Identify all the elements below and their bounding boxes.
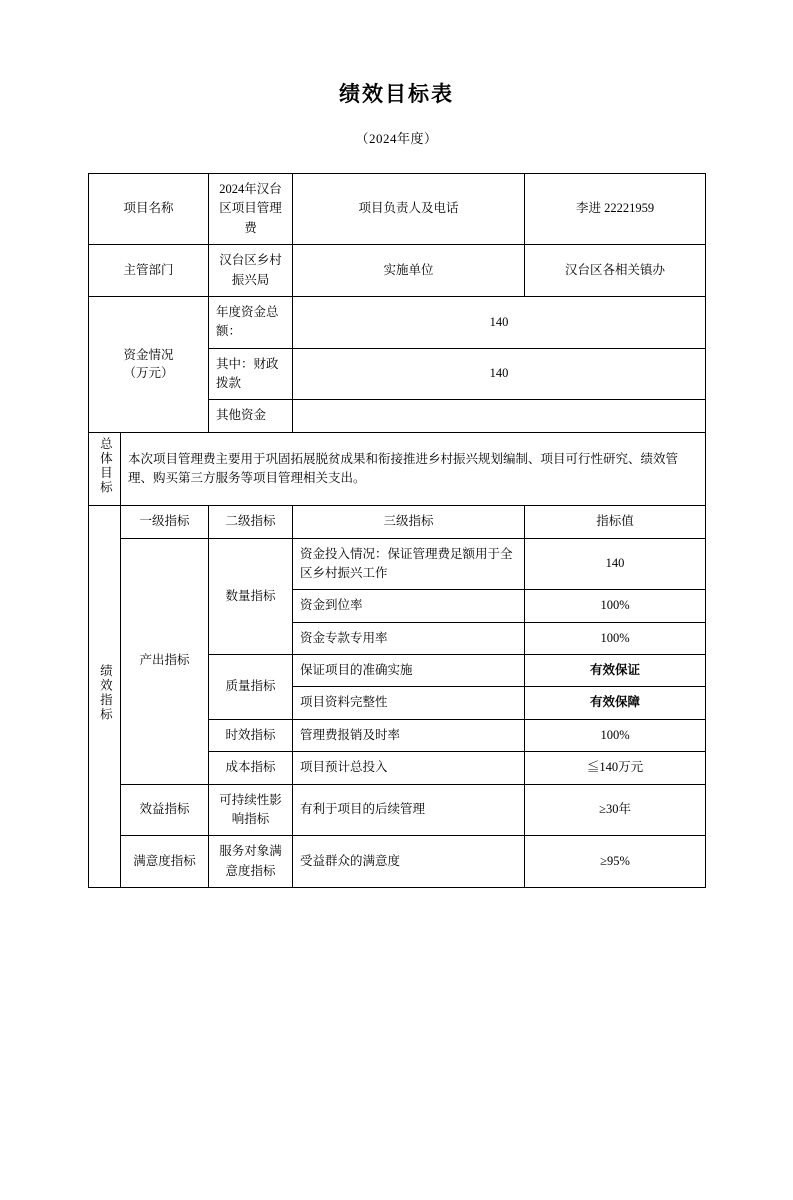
indicator-value: 140 bbox=[525, 538, 706, 590]
header-level2: 二级指标 bbox=[209, 506, 293, 538]
indicator-value: 100% bbox=[525, 590, 706, 622]
level3-text: 资金到位率 bbox=[293, 590, 525, 622]
level3-text: 资金专款专用率 bbox=[293, 622, 525, 654]
level3-text: 保证项目的准确实施 bbox=[293, 655, 525, 687]
level1-satisfaction: 满意度指标 bbox=[121, 836, 209, 888]
level2-sustainability: 可持续性影响指标 bbox=[209, 784, 293, 836]
project-name-label: 项目名称 bbox=[89, 174, 209, 245]
funds-row-value: 140 bbox=[293, 348, 706, 400]
level3-text: 项目资料完整性 bbox=[293, 687, 525, 719]
funds-label-line2: （万元） bbox=[123, 366, 174, 381]
table-row bbox=[89, 784, 706, 836]
department-value: 汉台区乡村振兴局 bbox=[209, 245, 293, 297]
implement-value: 汉台区各相关镇办 bbox=[525, 245, 706, 297]
level3-text: 项目预计总投入 bbox=[293, 752, 525, 784]
level2-service-satisfaction: 服务对象满意度指标 bbox=[209, 836, 293, 888]
project-name-value: 2024年汉台区项目管理费 bbox=[209, 174, 293, 245]
owner-value: 李进 22221959 bbox=[525, 174, 706, 245]
table-row bbox=[89, 296, 706, 348]
level2-cost: 成本指标 bbox=[209, 752, 293, 784]
level1-benefit: 效益指标 bbox=[121, 784, 209, 836]
performance-target-table bbox=[88, 173, 706, 888]
level3-text: 受益群众的满意度 bbox=[293, 836, 525, 888]
funds-row-label: 其他资金 bbox=[209, 400, 293, 432]
table-row bbox=[89, 432, 706, 505]
level3-text: 管理费报销及时率 bbox=[293, 719, 525, 751]
table-row bbox=[89, 538, 706, 590]
header-value: 指标值 bbox=[525, 506, 706, 538]
level2-quality: 质量指标 bbox=[209, 655, 293, 720]
level2-quantity: 数量指标 bbox=[209, 538, 293, 655]
overall-goal-text: 本次项目管理费主要用于巩固拓展脱贫成果和衔接推进乡村振兴规划编制、项目可行性研究、绩效管理、购买第三方服务等项目管理相关支出。 bbox=[121, 432, 706, 505]
implement-label: 实施单位 bbox=[293, 245, 525, 297]
table-row bbox=[89, 245, 706, 297]
table-row bbox=[89, 506, 706, 538]
indicator-value: 100% bbox=[525, 622, 706, 654]
indicator-value: 100% bbox=[525, 719, 706, 751]
level3-text: 资金投入情况：保证管理费足额用于全区乡村振兴工作 bbox=[293, 538, 525, 590]
funds-label-line1: 资金情况 bbox=[123, 347, 174, 362]
level1-output: 产出指标 bbox=[121, 538, 209, 784]
table-row bbox=[89, 174, 706, 245]
department-label: 主管部门 bbox=[89, 245, 209, 297]
table-row bbox=[89, 836, 706, 888]
owner-label: 项目负责人及电话 bbox=[293, 174, 525, 245]
indicator-value: ≥30年 bbox=[525, 784, 706, 836]
funds-row-value bbox=[293, 400, 706, 432]
funds-row-label: 其中：财政拨款 bbox=[209, 348, 293, 400]
funds-label bbox=[89, 296, 209, 432]
indicator-value: ≦140万元 bbox=[525, 752, 706, 784]
indicator-value: ≥95% bbox=[525, 836, 706, 888]
funds-row-label: 年度资金总额： bbox=[209, 296, 293, 348]
funds-row-value: 140 bbox=[293, 296, 706, 348]
document-page bbox=[0, 78, 793, 1200]
indicators-side-label: 绩效指标 bbox=[89, 506, 121, 888]
page-subtitle: （2024年度） bbox=[355, 131, 438, 146]
page-title: 绩效目标表 bbox=[339, 82, 454, 106]
level3-text: 有利于项目的后续管理 bbox=[293, 784, 525, 836]
overall-goal-label: 总体目标 bbox=[89, 432, 121, 505]
indicator-value: 有效保障 bbox=[525, 687, 706, 719]
indicator-value: 有效保证 bbox=[525, 655, 706, 687]
level2-timeliness: 时效指标 bbox=[209, 719, 293, 751]
header-level3: 三级指标 bbox=[293, 506, 525, 538]
header-level1: 一级指标 bbox=[121, 506, 209, 538]
